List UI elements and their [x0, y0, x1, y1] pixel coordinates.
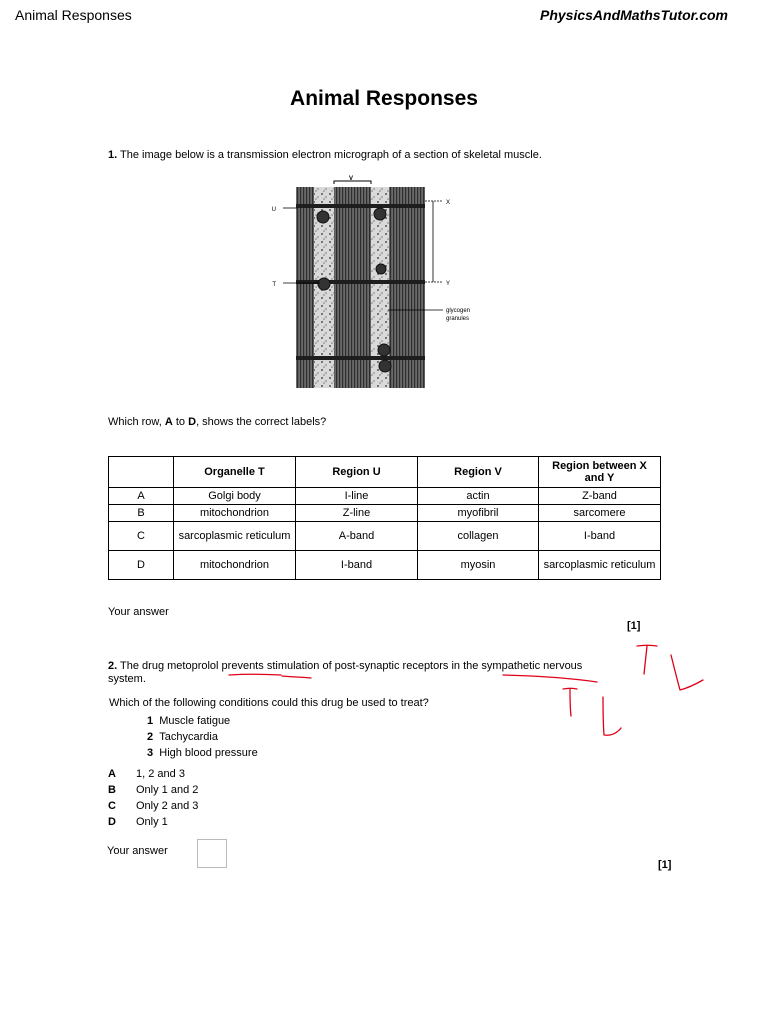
question-2-stem: system.: [108, 673, 146, 685]
question-2-number: 2.: [108, 660, 118, 672]
table-cell: myosin: [418, 551, 539, 580]
table-cell: myofibril: [418, 505, 539, 522]
table-cell: Z-band: [539, 488, 661, 505]
table-cell: collagen: [418, 522, 539, 551]
header-site-name[interactable]: PhysicsAndMathsTutor.com: [539, 7, 728, 23]
prompt-text: to: [172, 416, 189, 428]
table-cell: A: [109, 488, 174, 505]
header-left-title: Animal Responses: [15, 7, 132, 23]
table-cell: Z-line: [296, 505, 418, 522]
option-letter: A: [108, 768, 116, 780]
label-v: V: [348, 176, 354, 182]
condition-number: 2: [147, 731, 154, 743]
underline-stimulation: [282, 676, 311, 678]
underline-prevents: [229, 674, 281, 675]
arrow-up-annotation-2: [563, 688, 577, 716]
question-2-your-answer-label: Your answer: [107, 845, 168, 857]
condition-text: Tachycardia: [159, 731, 218, 743]
question-2-stem: The drug metoprolol: [120, 660, 222, 672]
table-cell: mitochondrion: [174, 551, 296, 580]
condition-number: 3: [147, 747, 154, 759]
underline-sympathetic: [503, 675, 597, 682]
prompt-text: Which row,: [108, 416, 165, 428]
label-glycogen: glycogen: [446, 308, 471, 314]
table-header-cell: Region U: [296, 457, 418, 488]
table-header-cell: Region between X and Y: [539, 457, 661, 488]
option-text: Only 1 and 2: [136, 784, 199, 796]
table-cell: B: [109, 505, 174, 522]
table-cell: mitochondrion: [174, 505, 296, 522]
question-1-mark: [1]: [627, 620, 641, 632]
question-1-stem: The image below is a transmission electron micrograph of a section of skeletal muscle.: [120, 149, 542, 161]
option-letter: C: [108, 800, 116, 812]
table-header-cell: Organelle T: [174, 457, 296, 488]
question-2-stem: prevents: [221, 660, 264, 672]
table-cell: D: [109, 551, 174, 580]
label-t: T: [272, 282, 276, 288]
table-header-cell: Region V: [418, 457, 539, 488]
question-1-number: 1.: [108, 149, 118, 161]
question-2-prompt: Which of the following conditions could this drug be used to treat?: [109, 697, 429, 709]
option-letter: D: [108, 816, 116, 828]
label-x: X: [446, 200, 451, 206]
table-cell: I-line: [296, 488, 418, 505]
arrow-down-annotation-2: [603, 697, 621, 735]
question-2-stem: stimulation: [266, 660, 320, 672]
label-granules: granules: [446, 316, 470, 322]
question-2-stem: sympathetic nervous: [481, 660, 583, 672]
option-text: Only 2 and 3: [136, 800, 199, 812]
condition-text: High blood pressure: [159, 747, 258, 759]
prompt-text: , shows the correct labels?: [196, 416, 327, 428]
condition-text: Muscle fatigue: [159, 715, 231, 727]
option-letter: B: [108, 784, 116, 796]
table-cell: sarcomere: [539, 505, 661, 522]
page-title: Animal Responses: [290, 87, 478, 110]
table-cell: sarcoplasmic reticulum: [174, 522, 296, 551]
question-2-mark: [1]: [658, 859, 672, 871]
question-1-your-answer-label: Your answer: [108, 606, 169, 618]
table-cell: actin: [418, 488, 539, 505]
arrow-down-annotation: [671, 655, 703, 690]
condition-number: 1: [147, 715, 154, 727]
option-text: 1, 2 and 3: [136, 768, 185, 780]
question-2-stem: of post-synaptic receptors in the: [319, 660, 482, 672]
table-cell: sarcoplasmic reticulum: [539, 551, 661, 580]
option-text: Only 1: [136, 816, 168, 828]
table-cell: A-band: [296, 522, 418, 551]
table-cell: I-band: [296, 551, 418, 580]
prompt-letter-d: D: [188, 416, 197, 428]
table-cell: C: [109, 522, 174, 551]
label-u: U: [271, 207, 276, 213]
prompt-letter-a: A: [164, 416, 173, 428]
label-y: Y: [446, 281, 451, 287]
table-cell: I-band: [539, 522, 661, 551]
arrow-up-annotation: [637, 645, 657, 674]
table-cell: Golgi body: [174, 488, 296, 505]
